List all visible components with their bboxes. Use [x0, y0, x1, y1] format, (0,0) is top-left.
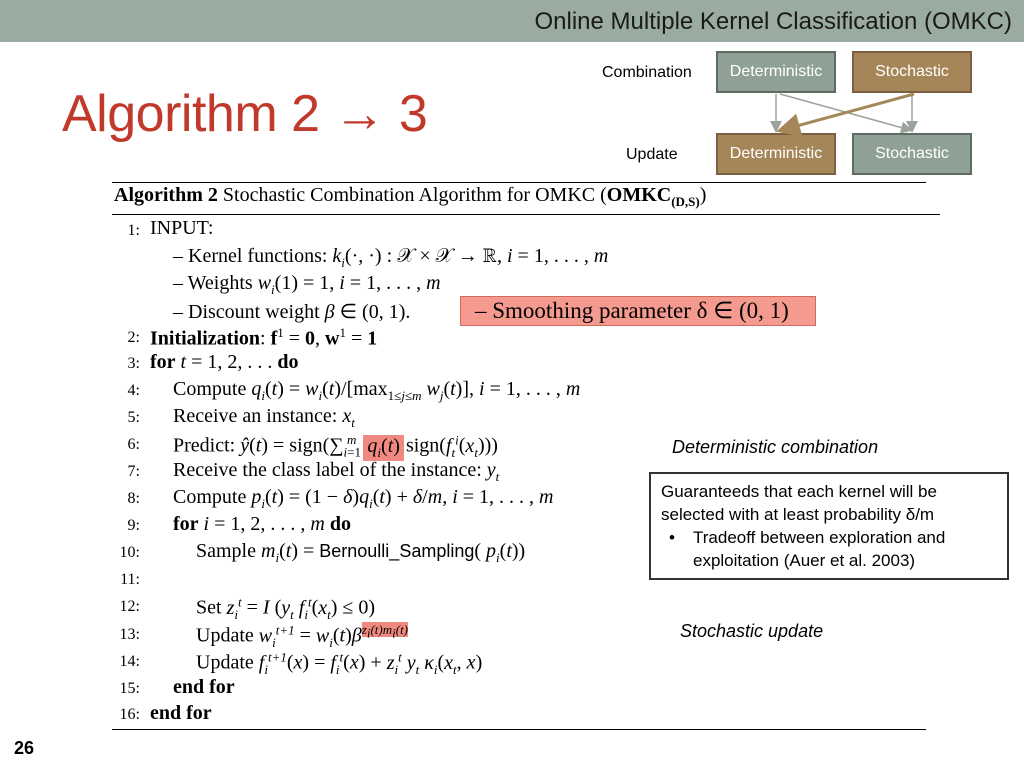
- deterministic-combination-note: Deterministic combination: [672, 437, 879, 457]
- algo-line-sample: Sample $m_i(t)$ = Bernoulli_Sampling( $p_i(t)$): [196, 540, 526, 565]
- algo-line-for-t: for t = 1, 2, . . . do: [150, 351, 299, 373]
- line-number: 10:: [119, 544, 140, 561]
- q-t-highlight: $q_i(t)$: [363, 435, 404, 461]
- algo-line-receive-label: Receive the class label of the instance: $y_t$: [173, 459, 500, 484]
- update-deterministic-box: Deterministic: [716, 133, 836, 175]
- algorithm-caption-rule: [112, 214, 940, 215]
- algo-line-discount-weight: – Discount weight β ∈ (0, 1).: [173, 301, 411, 323]
- algo-line-input: INPUT:: [150, 217, 214, 239]
- algorithm-bottom-rule: [112, 729, 926, 730]
- algo-line-update-f: Update $f_i^{t+1}(x) = f_i^t(x) + z_i^t$ $y_t$ $\kappa_i(x_t$, x): [196, 649, 483, 677]
- line-number: 6:: [127, 436, 140, 453]
- algo-line-end-for-outer: end for: [150, 702, 212, 724]
- guarantee-box: [649, 472, 1009, 580]
- algo-line-for-i: for i = 1, 2, . . . , m do: [173, 513, 351, 535]
- line-number: 14:: [119, 653, 140, 670]
- line-number: 16:: [119, 706, 140, 723]
- guarantee-bullet: • Tradeoff between exploration and exploitation (Auer et al. 2003): [693, 526, 997, 572]
- algo-line-end-for-inner: end for: [173, 676, 235, 698]
- combination-stochastic-box: Stochastic: [852, 51, 972, 93]
- algo-line-initialization: Initialization: $f^1 = 0$, $w^1 = 1$: [150, 325, 378, 350]
- guarantee-text: Guaranteeds that each kernel will be selected with at least probability δ/m: [661, 482, 937, 524]
- algo-line-kernel-functions: – Kernel functions: $k_i(\cdot$, ·) : 𝒳 × 𝒳 → ℝ, i = 1, . . . , m: [173, 245, 609, 270]
- algo-line-predict: Predict: ŷ(t) = $sign(\sum_{i=1}^m$ $q_i(t)$ $sign(f_t^i(x_t))$): [173, 432, 498, 460]
- slide-number: 26: [14, 738, 35, 758]
- combination-deterministic-box: Deterministic: [716, 51, 836, 93]
- update-stochastic-box: Stochastic: [852, 133, 972, 175]
- algo-line-update-w: Update $w_i^{t+1} = w_i(t)\beta^{z_i(t)m_i(t)}$: [196, 622, 409, 650]
- algo-line-compute-q: Compute $q_i(t) = w_i(t)/[\max_{1\le j\le m}$ $w_j(t)$], i = 1, . . . , m: [173, 378, 581, 403]
- header-title: Online Multiple Kernel Classification (OMKC): [534, 8, 1012, 35]
- algorithm-caption: Algorithm 2 Stochastic Combination Algorithm for OMKC $(OMKC_{(D,S)})$: [114, 184, 707, 209]
- algorithm-top-rule: [112, 182, 926, 183]
- line-number: 9:: [127, 517, 140, 534]
- guarantee-list: [661, 526, 997, 572]
- line-number: 7:: [127, 463, 140, 480]
- algo-line-weights: – Weights $w_i(1) = 1$, i = 1, . . . , m: [173, 272, 441, 297]
- combination-label: Combination: [602, 64, 692, 81]
- line-number: 12:: [119, 598, 140, 615]
- line-number: 13:: [119, 626, 140, 643]
- line-number: 15:: [119, 680, 140, 697]
- algo-line-set-z: Set $z_i^t = I$ ($y_t$ $f_i^t(x_t) \le 0$): [196, 594, 376, 622]
- diagram-arrows: [700, 90, 1000, 140]
- update-label: Update: [626, 146, 678, 163]
- line-number: 2:: [127, 329, 140, 346]
- line-number: 5:: [127, 409, 140, 426]
- algo-line-receive-instance: Receive an instance: $x_t$: [173, 405, 355, 430]
- algo-line-compute-p: Compute $p_i(t) = (1 - \delta)q_i(t) + \delta/m$, i = 1, . . . , m: [173, 486, 554, 511]
- line-number: 3:: [127, 355, 140, 372]
- line-number: 4:: [127, 382, 140, 399]
- line-number: 11:: [120, 571, 140, 588]
- line-number: 8:: [127, 490, 140, 507]
- slide-title: Algorithm 2 → 3: [62, 85, 428, 143]
- stochastic-update-note: Stochastic update: [680, 621, 824, 641]
- z-m-highlight: zi(t)mi(t): [361, 622, 409, 641]
- line-number: 1:: [127, 222, 140, 239]
- smoothing-parameter-highlight: – Smoothing parameter δ ∈ (0, 1): [460, 296, 816, 326]
